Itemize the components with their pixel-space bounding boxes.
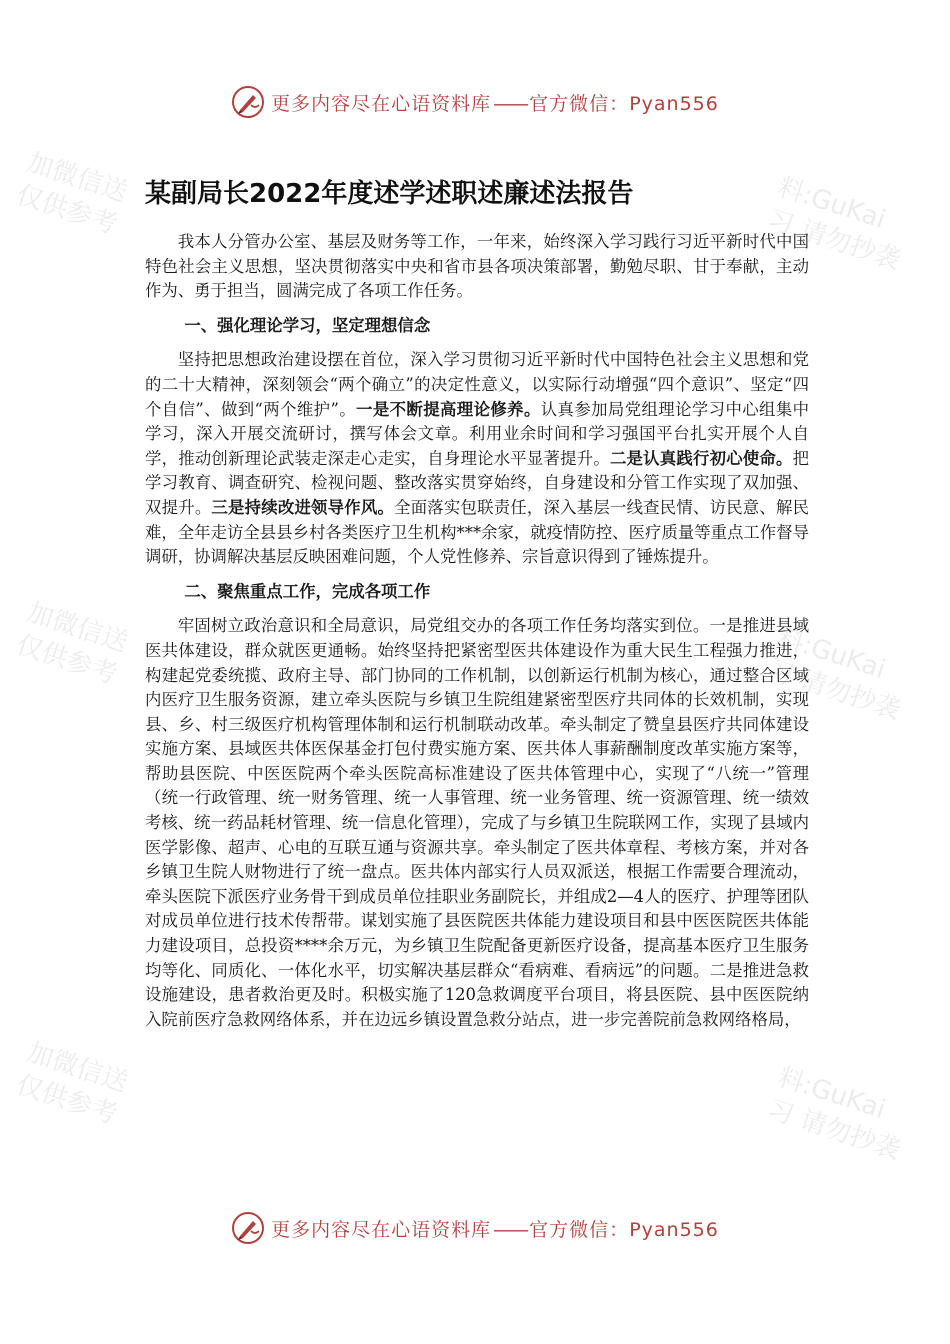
section1-paragraph: 坚持把思想政治建设摆在首位，深入学习贯彻习近平新时代中国特色社会主义思想和党的二十大精神，深刻领会“两个确立”的决定性意义，以实际行动增强“四个意识”、坚定“四个自信”、做到“两个维护”。一是不断提高理论修养。认真参加局党组理论学习中心组集中学习，深入开展交流研讨，撰写体会文章。利用业余时间和学习强国平台扎实开展个人自学，推动创新理论武装走深走心走实，自身理论水平显著提升。二是认真践行初心使命。把学习教育、调查研究、检视问题、整改落实贯穿始终，自身建设和分管工作实现了双加强、双提升。三是持续改进领导作风。全面落实包联责任，深入基层一线查民情、访民意、解民难，全年走访全县县乡村各类医疗卫生机构***余家，就疫情防控、医疗质量等重点工作督导调研，协调解决基层反映困难问题，个人党性修养、宗旨意识得到了锤炼提升。 xyxy=(145,350,810,567)
watermark-right: 料:GuKai 习 请勿抄袭 xyxy=(763,1062,905,1166)
report-body xyxy=(145,230,809,1032)
banner-text: 更多内容尽在心语资料库 —— 官方微信：Pyan556 xyxy=(271,92,719,115)
pen-logo-icon xyxy=(231,1211,265,1245)
header-banner xyxy=(0,82,950,122)
watermark-left: 加微信送 仅供参考 xyxy=(12,597,132,691)
watermark-left: 加微信送 仅供参考 xyxy=(12,147,132,241)
footer-banner xyxy=(0,1208,950,1248)
section-heading-1: 一、强化理论学习，坚定理想信念 xyxy=(184,315,431,335)
section-heading-2: 二、聚焦重点工作，完成各项工作 xyxy=(184,581,431,601)
intro-paragraph: 我本人分管办公室、基层及财务等工作，一年来，始终深入学习践行习近平新时代中国特色社会主义思想，坚决贯彻落实中央和省市县各项决策部署，勤勉尽职、甘于奉献，主动作为、勇于担当，圆满完成了各项工作任务。 xyxy=(145,232,809,301)
page-title: 某副局长2022年度述学述职述廉述法报告 xyxy=(145,179,634,209)
pen-logo-icon xyxy=(231,85,265,119)
watermark-right: 料:GuKai 习 请勿抄袭 xyxy=(763,172,905,276)
watermark-left: 加微信送 仅供参考 xyxy=(12,1037,132,1131)
banner-text: 更多内容尽在心语资料库 —— 官方微信：Pyan556 xyxy=(271,1218,719,1241)
section2-paragraph: 牢固树立政治意识和全局意识，局党组交办的各项工作任务均落实到位。一是推进县域医共体建设，群众就医更通畅。始终坚持把紧密型医共体建设作为重大民生工程强力推进，构建起党委统揽、政府主导、部门协同的工作机制，以创新运行机制为核心，通过整合区域内医疗卫生服务资源，建立牵头医院与乡镇卫生院组建紧密型医疗共同体的长效机制，实现县、乡、村三级医疗机构管理体制和运行机制联动改革。牵头制定了赞皇县医疗共同体建设实施方案、县域医共体医保基金打包付费实施方案、医共体人事薪酬制度改革实施方案等，帮助县医院、中医医院两个牵头医院高标准建设了医共体管理中心，实现了“八统一”管理（统一行政管理、统一财务管理、统一人事管理、统一业务管理、统一资源管理、统一绩效考核、统一药品耗材管理、统一信息化管理），完成了与乡镇卫生院联网工作，实现了县域内医学影像、超声、心电的互联互通与资源共享。牵头制定了医共体章程、考核方案，并对各乡镇卫生院人财物进行了统一盘点。医共体内部实行人员双派送，根据工作需要合理流动，牵头医院下派医疗业务骨干到成员单位挂职业务副院长，并组成2—4人的医疗、护理等团队对成员单位进行技术传帮带。谋划实施了县医院医共体能力建设项目和县中医医院医共体能力建设项目，总投资****余万元，为乡镇卫生院配备更新医疗设备，提高基本医疗卫生服务均等化、同质化、一体化水平，切实解决基层群众“看病难、看病远”的问题。二是推进急救设施建设，患者救治更及时。积极实施了120急救调度平台项目，将县医院、县中医医院纳入院前医疗急救网络体系，并在边远乡镇设置急救分站点，进一步完善院前急救网络格局， xyxy=(145,616,809,1029)
watermark-right: 料:GuKai 习 请勿抄袭 xyxy=(763,622,905,726)
